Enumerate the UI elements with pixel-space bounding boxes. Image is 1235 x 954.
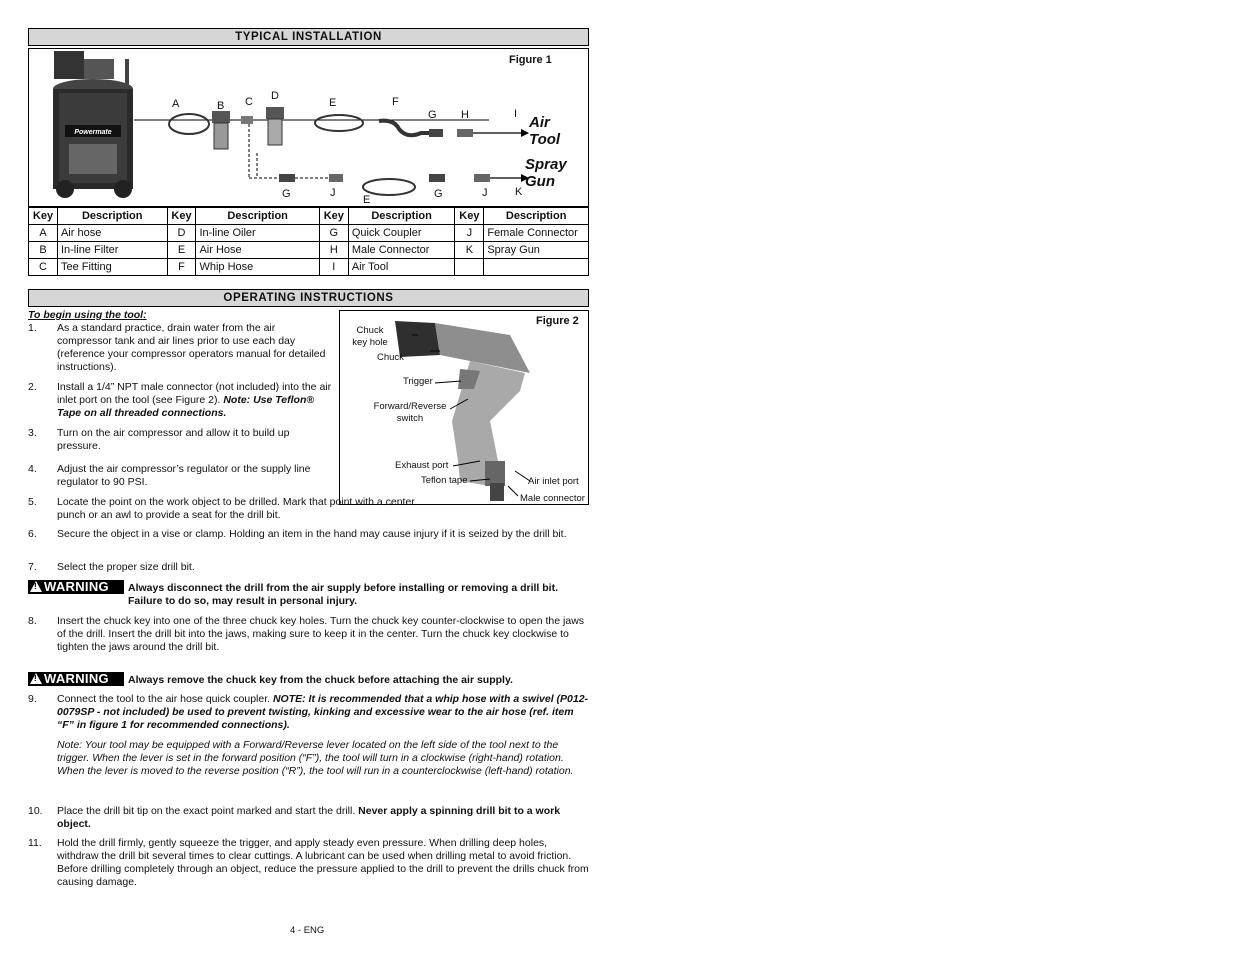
key-table-header xyxy=(29,208,589,225)
warning-text: Always disconnect the drill from the air supply before installing or removing a drill bit. Failure to do so, may result in personal injury. xyxy=(128,582,558,607)
female-connector-j-bottom-2 xyxy=(474,174,490,182)
air-hose-a xyxy=(169,114,209,134)
male-connector-h-top xyxy=(457,129,473,137)
warning-badge: ! WARNING xyxy=(28,580,124,594)
diagram-label-g-bottom: G xyxy=(282,188,291,200)
table-cell: B xyxy=(29,242,58,259)
step-number: 6. xyxy=(28,528,37,540)
step-text: Turn on the air compressor and allow it to build up pressure. xyxy=(57,427,290,452)
step-strong: Never apply a spinning drill bit to a work object. xyxy=(57,805,561,830)
quick-coupler-g-top xyxy=(429,129,443,137)
table-cell: Tee Fitting xyxy=(57,259,167,276)
diagram-label-g: G xyxy=(428,109,437,121)
diagram-label-j-bottom-2: J xyxy=(482,187,488,199)
diagram-label-c: C xyxy=(245,96,253,108)
callout-chuck: Chuck xyxy=(377,352,404,363)
table-row xyxy=(29,242,589,259)
table-cell: F xyxy=(167,259,196,276)
table-cell: I xyxy=(319,259,348,276)
table-cell: In-line Filter xyxy=(57,242,167,259)
table-cell: C xyxy=(29,259,58,276)
table-cell: Air Hose xyxy=(196,242,319,259)
diagram-label-e-bottom: E xyxy=(363,194,371,206)
figure-2-label: Figure 2 xyxy=(536,315,579,327)
diagram-label-i: I xyxy=(514,108,518,120)
step-note: NOTE: It is recommended that a whip hose with a swivel (P012-0079SP - not included) be used to prevent twisting, kinking and excessive wear to the air hose (ref. item “F” in figure 1 for recommended connections). xyxy=(57,693,589,731)
table-cell: In-line Oiler xyxy=(196,225,319,242)
warning-text: Always remove the chuck key from the chuck before attaching the air supply. xyxy=(128,674,513,686)
inline-oiler-d xyxy=(266,107,284,145)
table-cell: G xyxy=(319,225,348,242)
diagram-label-h: H xyxy=(461,109,469,121)
air-hose-e-bottom xyxy=(363,179,415,195)
step-text: Locate the point on the work object to be drilled. Mark that point with a center punch or an awl to provide a seat for the drill bit. xyxy=(57,496,415,521)
diagram-label-f: F xyxy=(392,96,399,108)
diagram-label-j-bottom: J xyxy=(330,187,336,199)
callout-exhaust-port: Exhaust port xyxy=(395,460,449,471)
table-cell: K xyxy=(455,242,484,259)
table-cell: Air hose xyxy=(57,225,167,242)
diagram-label-b: B xyxy=(217,100,225,112)
header-key: Key xyxy=(29,208,58,225)
table-cell xyxy=(484,259,589,276)
step-number: 4. xyxy=(28,463,37,475)
header-key: Key xyxy=(319,208,348,225)
table-row xyxy=(29,259,589,276)
diagram-label-a: A xyxy=(172,98,180,110)
diagram-label-d: D xyxy=(271,90,279,102)
step-text: Select the proper size drill bit. xyxy=(57,561,195,573)
installation-heading: TYPICAL INSTALLATION xyxy=(28,28,589,46)
header-description: Description xyxy=(348,208,455,225)
table-cell xyxy=(455,259,484,276)
step-text: Secure the object in a vise or clamp. Holding an item in the hand may cause injury if it is seized by the drill bit. xyxy=(57,528,567,540)
table-cell: Whip Hose xyxy=(196,259,319,276)
table-cell: Spray Gun xyxy=(484,242,589,259)
table-cell: J xyxy=(455,225,484,242)
callout-male-connector: Male connector xyxy=(520,493,585,504)
step-text: Hold the drill firmly, gently squeeze the trigger, and apply steady even pressure. When drilling deep holes, withdraw the drill bit several times to clear cuttings. A lubricant can be used when drilling metal to avoid friction. Before drilling completely through an object, reduce the pressure applied to the drill to prevent the drills chuck from causing damage. xyxy=(57,837,589,888)
diagram-label-g-bottom-2: G xyxy=(434,188,443,200)
table-cell: Female Connector xyxy=(484,225,589,242)
diagram-label-e: E xyxy=(329,97,337,109)
step-text: As a standard practice, drain water from the air compressor tank and air lines prior to use each day (reference your compressor operators manual for detailed instructions). xyxy=(57,322,326,373)
header-key: Key xyxy=(455,208,484,225)
table-cell: E xyxy=(167,242,196,259)
header-key: Key xyxy=(167,208,196,225)
air-hose-e-top xyxy=(315,115,363,131)
header-description: Description xyxy=(57,208,167,225)
step-text: Connect the tool to the air hose quick coupler. xyxy=(57,693,273,705)
table-cell: D xyxy=(167,225,196,242)
table-cell: A xyxy=(29,225,58,242)
table-cell: Quick Coupler xyxy=(348,225,455,242)
step-text: Adjust the air compressor’s regulator or the supply line regulator to 90 PSI. xyxy=(57,463,311,488)
step-number: 3. xyxy=(28,427,37,439)
compressor-brand: Powermate xyxy=(74,129,112,136)
callout-trigger: Trigger xyxy=(403,376,433,387)
step-9-note: Note: Your tool may be equipped with a Forward/Reverse lever located on the left side of the tool next to the trigger. When the lever is set in the forward position (“F”), the tool will turn in a clockwise (right-hand) rotation. When the lever is moved to the reverse position (“R”), the tool will run in a counterclockwise (left-hand) rotation. xyxy=(57,739,574,777)
table-row xyxy=(29,225,589,242)
whip-hose-f xyxy=(379,121,429,136)
key-table xyxy=(28,207,589,276)
operating-heading: OPERATING INSTRUCTIONS xyxy=(28,289,589,307)
page-number: 4 - ENG xyxy=(290,925,325,936)
step-number: 5. xyxy=(28,496,37,508)
warning-badge: ! WARNING xyxy=(28,672,124,686)
callout-forward-reverse-switch: Forward/Reverse switch xyxy=(373,401,447,424)
female-connector-j-bottom xyxy=(329,174,343,182)
step-text: Insert the chuck key into one of the three chuck key holes. Turn the chuck key counter-clockwise to open the jaws of the drill. Insert the drill bit into the jaws, making sure to keep it in the center. Turn the chuck key clockwise to tighten the jaws around the drill bit. xyxy=(57,615,585,653)
tee-fitting-c xyxy=(241,116,253,124)
inline-filter-b xyxy=(212,111,230,149)
figure-2 xyxy=(339,310,589,505)
figure-1-label: Figure 1 xyxy=(509,54,552,66)
step-text: Install a 1/4” NPT male connector (not included) into the air inlet port on the tool (see Figure 2). xyxy=(57,381,332,406)
step-text: Place the drill bit tip on the exact point marked and start the drill. xyxy=(57,805,359,817)
step-number: 8. xyxy=(28,615,37,627)
table-cell: Air Tool xyxy=(348,259,455,276)
step-number: 10. xyxy=(28,805,43,817)
callout-teflon-tape: Teflon tape xyxy=(421,475,468,486)
spray-gun-label: Spray Gun xyxy=(525,156,567,190)
quick-coupler-g-bottom-2 xyxy=(429,174,445,182)
air-tool-label: Air Tool xyxy=(529,114,561,148)
table-cell: Male Connector xyxy=(348,242,455,259)
compressor-illustration xyxy=(53,51,133,198)
step-number: 1. xyxy=(28,322,37,334)
quick-coupler-g-bottom xyxy=(279,174,295,182)
diagram-label-k: K xyxy=(515,186,523,198)
step-number: 2. xyxy=(28,381,37,393)
callout-air-inlet-port: Air inlet port xyxy=(528,476,579,487)
step-number: 11. xyxy=(28,837,42,849)
header-description: Description xyxy=(484,208,589,225)
step-number: 7. xyxy=(28,561,37,573)
step-number: 9. xyxy=(28,693,37,705)
figure-1 xyxy=(28,48,589,207)
callout-chuck-key-hole: Chuck key hole xyxy=(352,325,388,348)
operating-subheading: To begin using the tool: xyxy=(28,309,147,321)
table-cell: H xyxy=(319,242,348,259)
header-description: Description xyxy=(196,208,319,225)
step-note: Note: Use Teflon® Tape on all threaded connections. xyxy=(57,394,315,419)
installation-diagram xyxy=(29,49,588,206)
